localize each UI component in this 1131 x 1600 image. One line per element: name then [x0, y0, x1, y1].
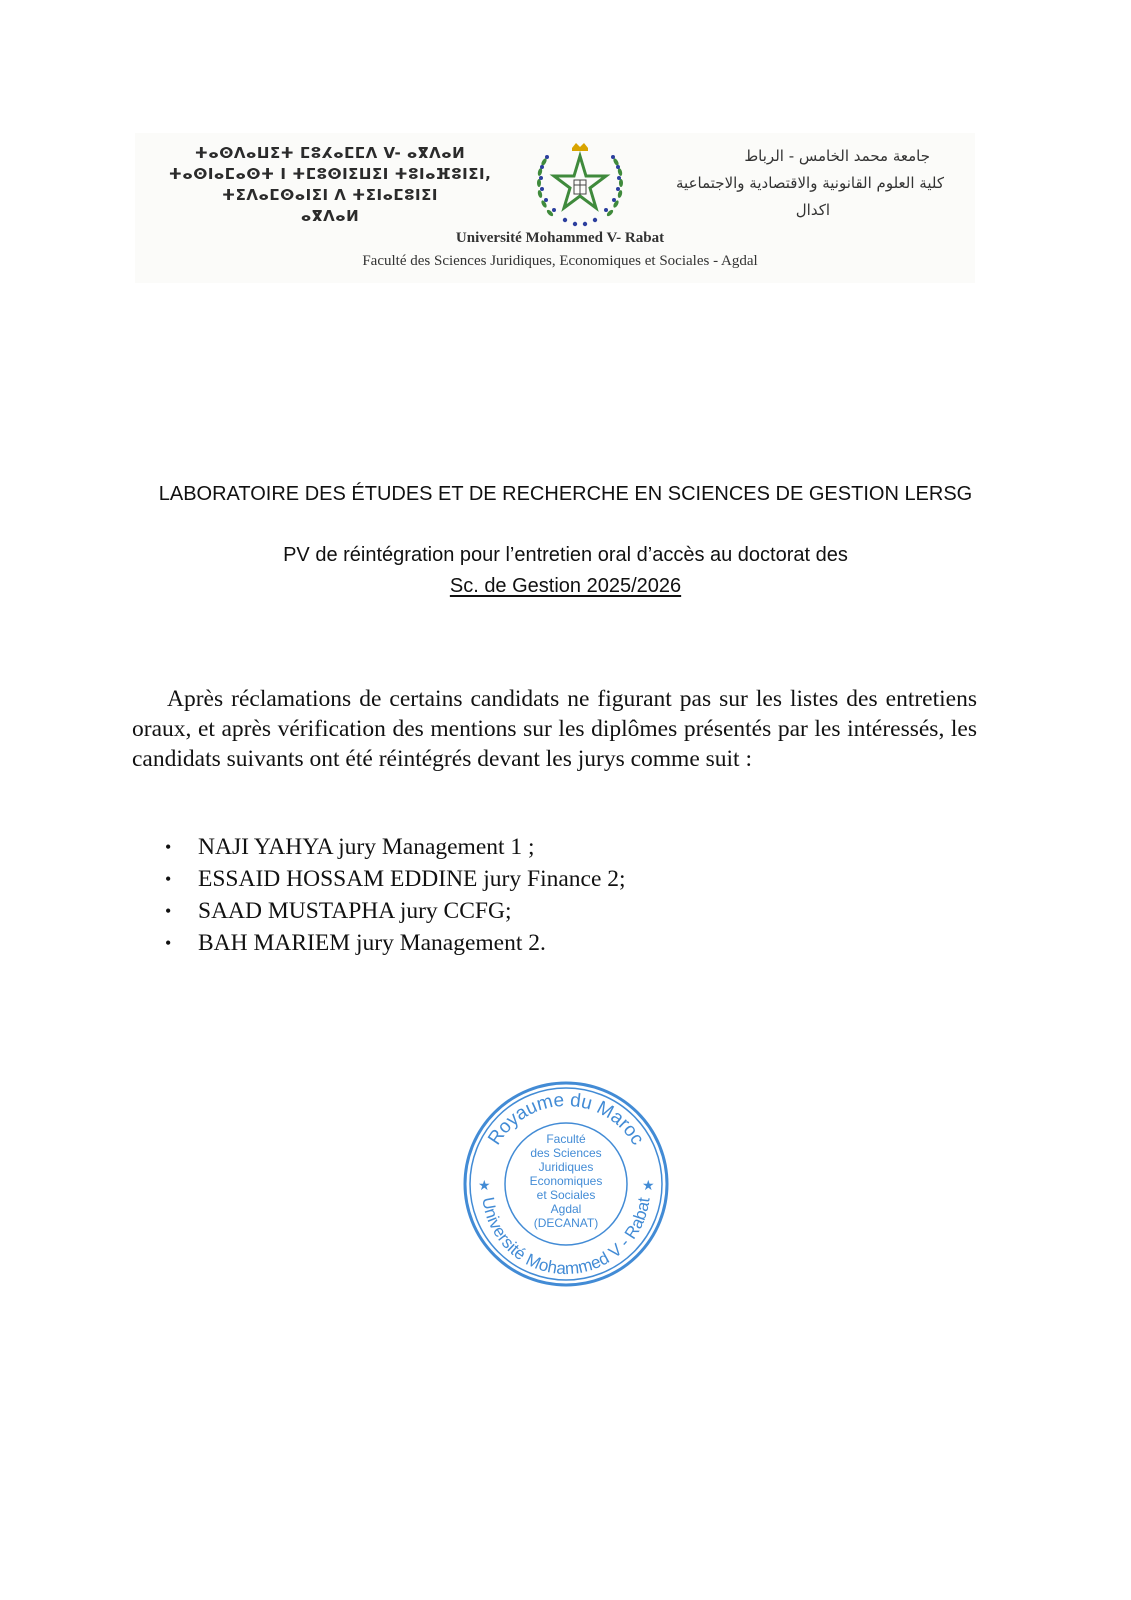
- tifinagh-line: ⵜⵉⴷⴰⵎⵙⴰⵏⵉⵏ ⴷ ⵜⵉⵏⴰⵎⵓⵏⵉⵏ: [222, 186, 438, 204]
- pv-title: [60, 540, 1071, 602]
- bullet-icon: •: [165, 901, 172, 921]
- list-item: [165, 927, 626, 959]
- stamp-inner-line: des Sciences: [530, 1146, 602, 1160]
- stamp-star-icon: ★: [642, 1177, 655, 1193]
- stamp-inner-line: Agdal: [550, 1202, 582, 1216]
- official-stamp: [460, 1078, 672, 1290]
- arabic-line: كلية العلوم القانونية والاقتصادية والاجتماعية: [676, 174, 944, 192]
- stamp-outer-bottom-text: Université Mohammed V - Rabat: [478, 1195, 654, 1279]
- morocco-star-emblem-icon: [530, 140, 630, 235]
- pv-title-line-1: PV de réintégration pour l’entretien oral d’accès au doctorat des: [283, 544, 848, 566]
- laboratory-title: LABORATOIRE DES ÉTUDES ET DE RECHERCHE EN SCIENCES DE GESTION LERSG: [158, 483, 973, 505]
- tifinagh-letterhead: [140, 143, 520, 227]
- candidate-list: [165, 831, 626, 959]
- stamp-inner-line: Economiques: [529, 1174, 603, 1188]
- arabic-line: جامعة محمد الخامس - الرباط: [744, 147, 930, 165]
- bullet-icon: •: [165, 933, 172, 953]
- stamp-inner-line: Juridiques: [538, 1160, 594, 1174]
- pv-title-line-2: Sc. de Gestion 2025/2026: [449, 575, 682, 597]
- tifinagh-line: ⴰⴳⴷⴰⵍ: [300, 207, 360, 225]
- list-item: [165, 895, 626, 927]
- intro-paragraph: Après réclamations de certains candidats ne figurant pas sur les listes des entretiens oraux, et après vérification des mentions sur les diplômes présentés par les intéressés, les candidats suivants ont été réintégrés devant les jurys comme suit :: [132, 686, 977, 772]
- stamp-inner-line: (DECANAT): [533, 1216, 599, 1230]
- candidate-entry: NAJI YAHYA jury Management 1 ;: [198, 834, 535, 860]
- list-item: [165, 863, 626, 895]
- tifinagh-line: ⵜⴰⵙⴷⴰⵡⵉⵜ ⵎⵓⵃⴰⵎⵎⴷ V- ⴰⴳⴷⴰⵍ: [194, 144, 466, 162]
- bullet-icon: •: [165, 869, 172, 889]
- stamp-inner-line: et Sociales: [536, 1188, 596, 1202]
- faculty-name: Faculté des Sciences Juridiques, Economiques et Sociales - Agdal: [362, 253, 758, 269]
- tifinagh-line: ⵜⴰⵙⵏⴰⵎⴰⵙⵜ ⵏ ⵜⵎⵓⵙⵏⵉⵡⵉⵏ ⵜⵓⵏⴰⴼⵓⵏⵉⵏ,: [168, 165, 492, 183]
- stamp-star-icon: ★: [478, 1177, 491, 1193]
- candidate-entry: BAH MARIEM jury Management 2.: [198, 930, 546, 956]
- candidate-entry: ESSAID HOSSAM EDDINE jury Finance 2;: [198, 866, 626, 892]
- stamp-outer-top-text: Royaume du Maroc: [484, 1089, 648, 1149]
- stamp-inner-line: Faculté: [546, 1132, 586, 1146]
- arabic-line: اكدال: [795, 201, 830, 219]
- arabic-letterhead: [650, 143, 970, 224]
- candidate-entry: SAAD MUSTAPHA jury CCFG;: [198, 898, 512, 924]
- list-item: [165, 831, 626, 863]
- university-name: Université Mohammed V- Rabat: [455, 230, 665, 246]
- bullet-icon: •: [165, 837, 172, 857]
